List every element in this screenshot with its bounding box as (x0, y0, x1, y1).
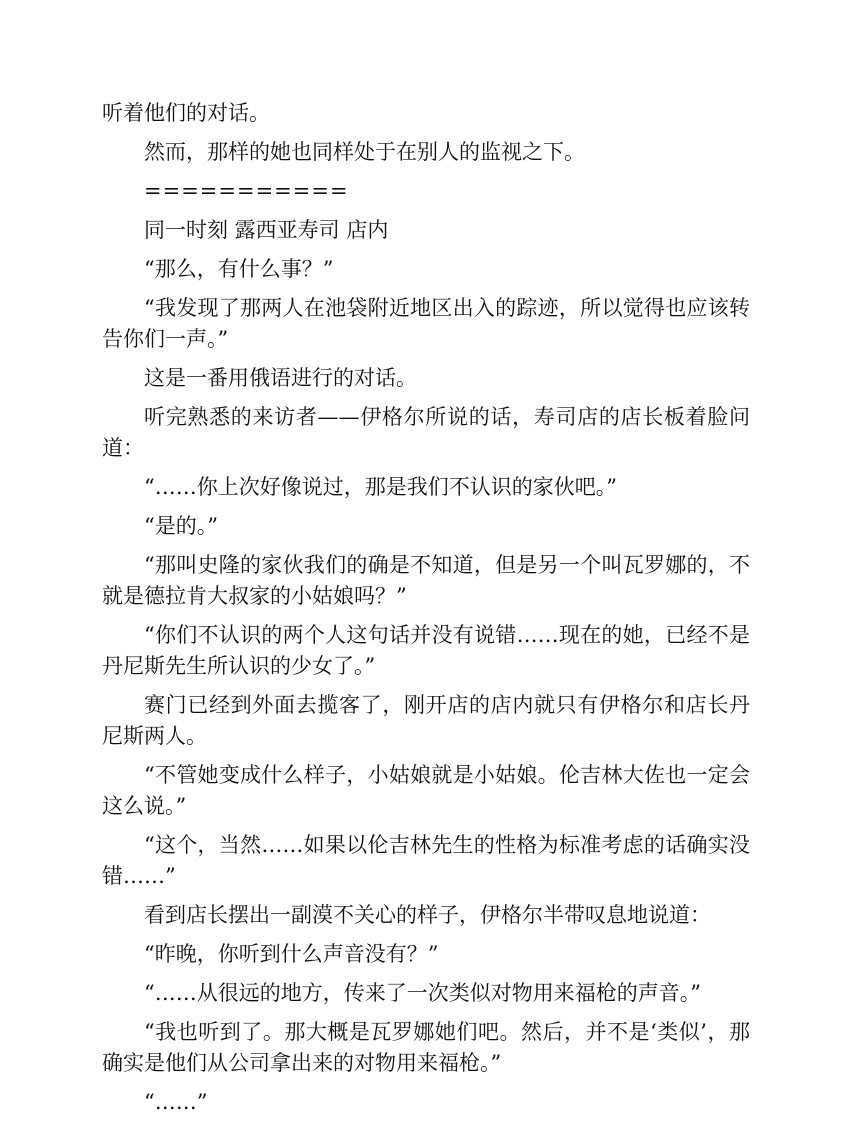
paragraph-5: “那么，有什么事？” (144, 257, 334, 281)
paragraph-2: 然而，那样的她也同样处于在别人的监视之下。 (144, 140, 585, 164)
paragraph-8: 听完熟悉的来访者——伊格尔所说的话，寿司店的店长板着脸问道： (102, 405, 750, 460)
section-divider: =========== (144, 179, 349, 203)
paragraph-13: 赛门已经到外面去揽客了，刚开店的店内就只有伊格尔和店长丹尼斯两人。 (102, 693, 750, 748)
paragraph-16: 看到店长摆出一副漠不关心的样子，伊格尔半带叹息地说道： (144, 903, 711, 927)
paragraph-15: “这个，当然……如果以伦吉林先生的性格为标准考虑的话确实没错……” (102, 833, 750, 888)
paragraph-9: “……你上次好像说过，那是我们不认识的家伙吧。” (144, 475, 617, 499)
paragraph-19: “我也听到了。那大概是瓦罗娜她们吧。然后，并不是‘类似’，那确实是他们从公司拿出来的对物用来福枪。” (102, 1020, 750, 1075)
paragraph-6: “我发现了那两人在池袋附近地区出入的踪迹，所以觉得也应该转告你们一声。” (102, 296, 750, 351)
paragraph-12: “你们不认识的两个人这句话并没有说错……现在的她，已经不是丹尼斯先生所认识的少女了。” (102, 623, 750, 678)
document-page (102, 98, 750, 1126)
paragraph-11: “那叫史隆的家伙我们的确是不知道，但是另一个叫瓦罗娜的，不就是德拉肯大叔家的小姑娘吗？” (102, 553, 750, 608)
paragraph-10: “是的。” (144, 514, 218, 538)
scene-heading: 同一时刻 露西亚寿司 店内 (144, 218, 389, 242)
paragraph-14: “不管她变成什么样子，小姑娘就是小姑娘。伦吉林大佐也一定会这么说。” (102, 763, 750, 818)
paragraph-18: “……从很远的地方，传来了一次类似对物用来福枪的声音。” (144, 981, 701, 1005)
paragraph-1: 听着他们的对话。 (102, 101, 270, 125)
paragraph-17: “昨晚，你听到什么声音没有？” (144, 942, 439, 966)
paragraph-20: “……” (144, 1090, 208, 1114)
paragraph-7: 这是一番用俄语进行的对话。 (144, 366, 417, 390)
